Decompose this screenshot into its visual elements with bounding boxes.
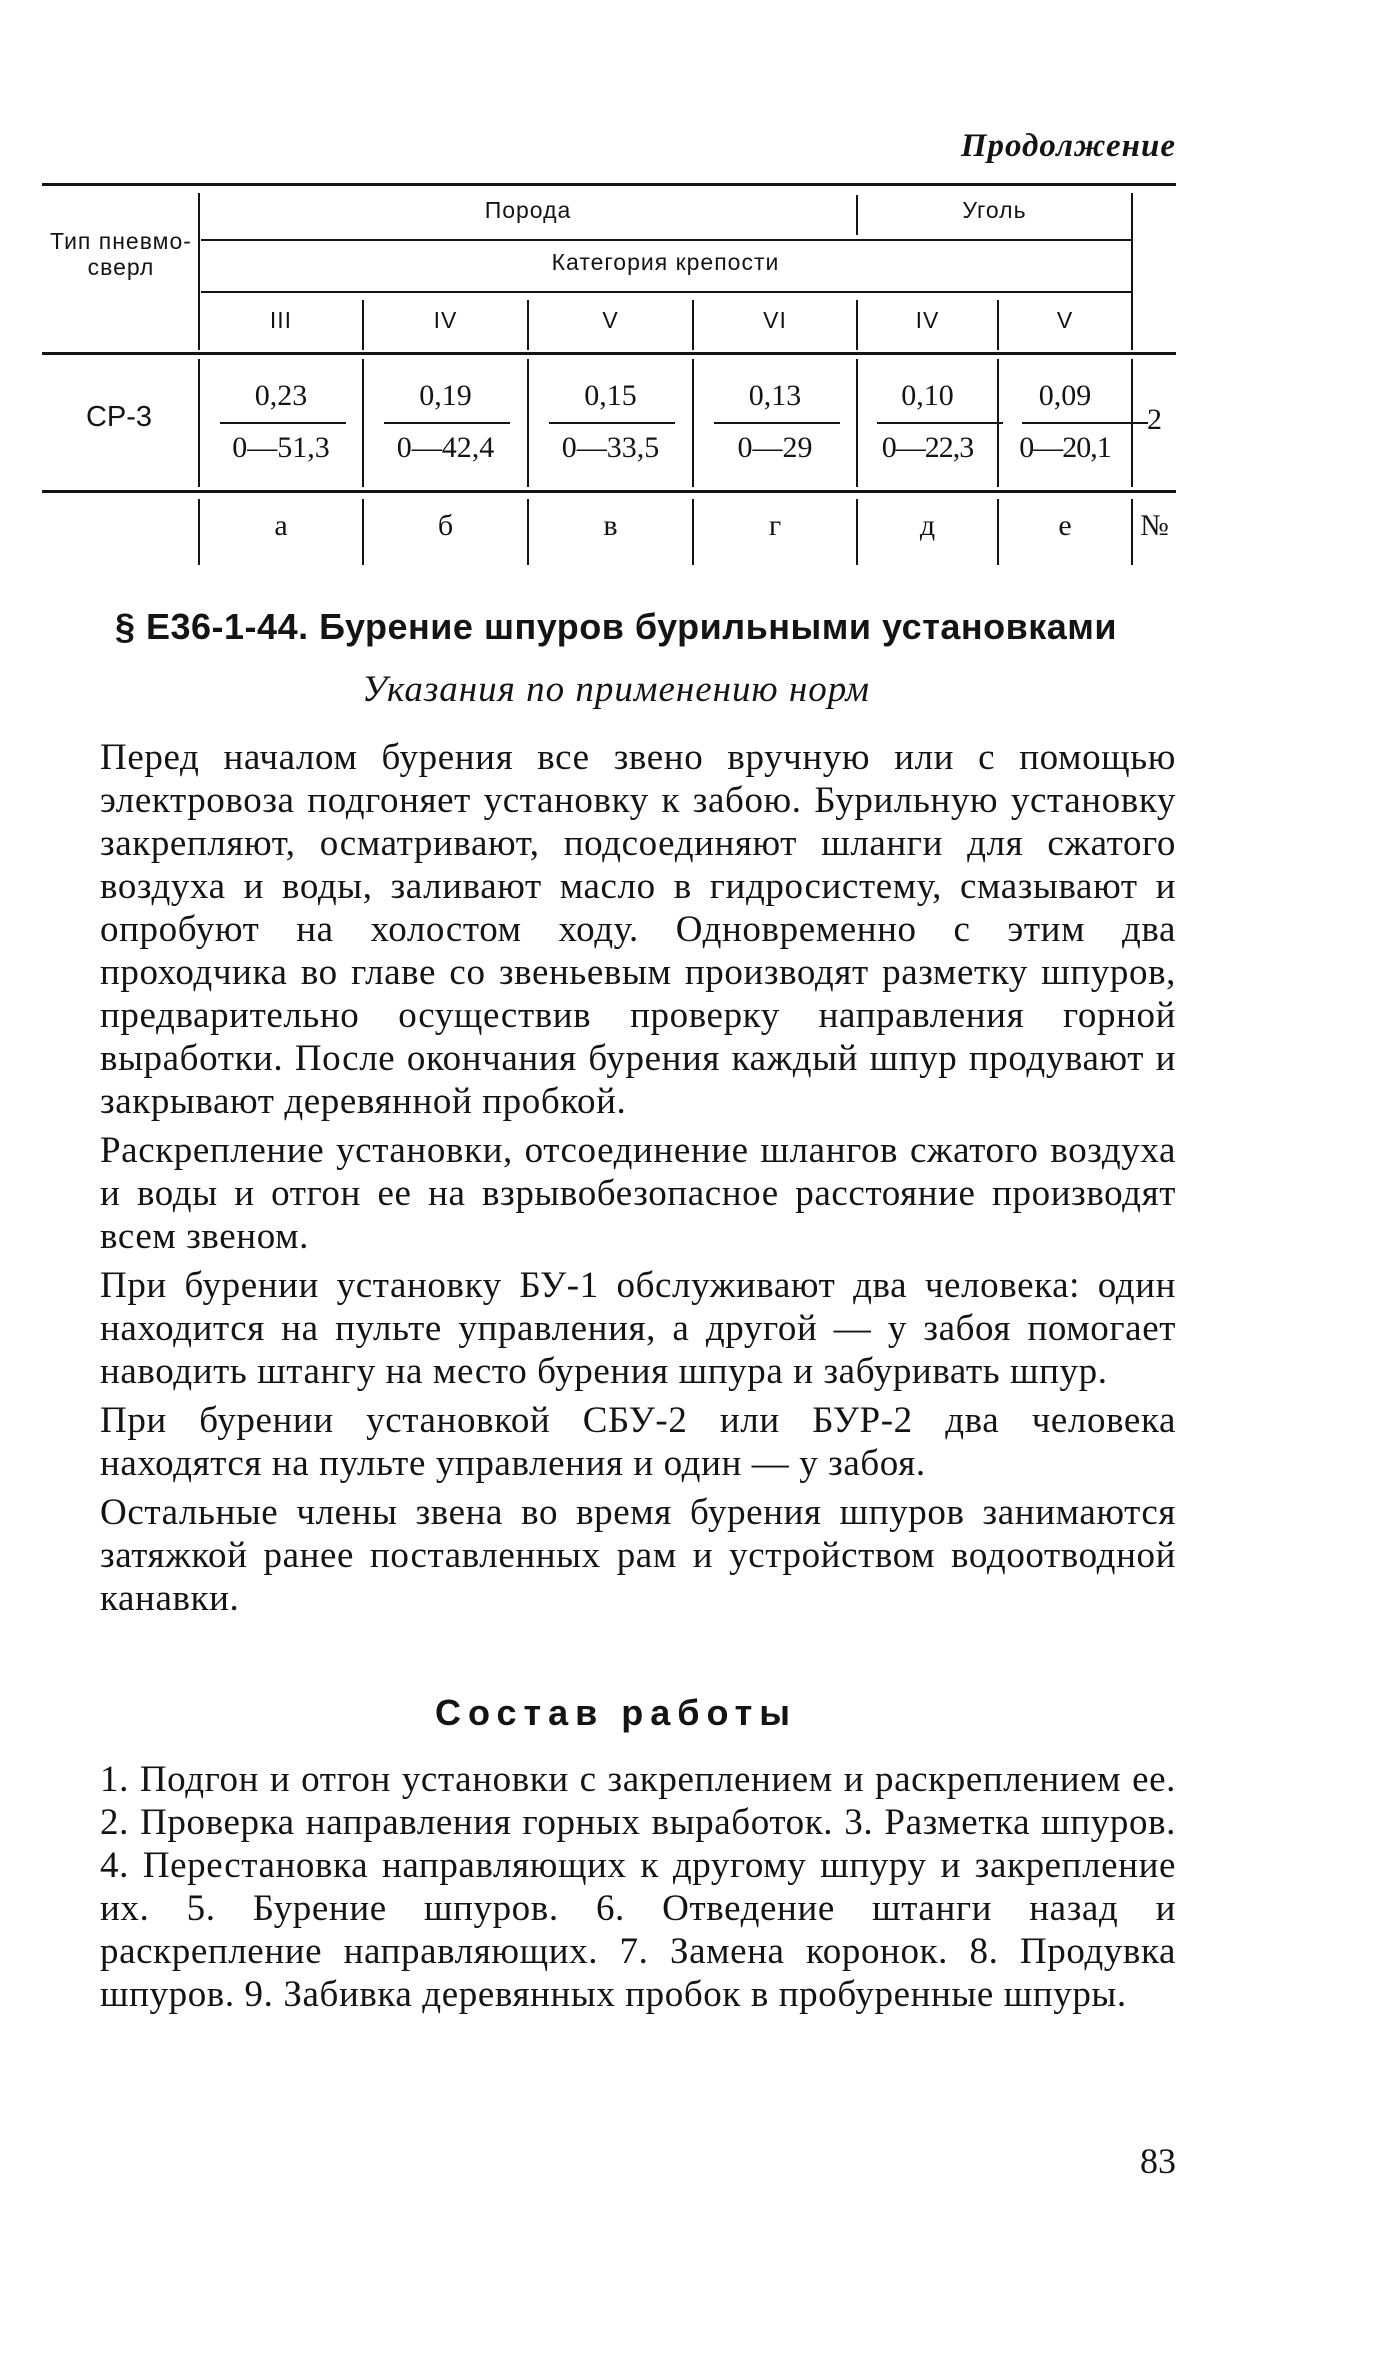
work-composition-title: Состав работы [434,1692,798,1733]
category-col-1: III [269,307,293,333]
value-top: 0,19 [419,379,472,412]
section-title: § Е36-1-44. Бурение шпуров бурильными установками [114,606,1118,647]
work-composition-text: 1. Подгон и отгон установки с закреплением и раскреплением ее. 2. Проверка направления горных выработок. 3. Разметка шпуров. 4. Перестановка направляющих к другому шпуру и закрепление их. 5. Бурение шпуров. 6. Отведение штанги назад и раскрепление направляющих. 7. Замена коронок. 8. Продувка шпуров. 9. Забивка деревянных пробок в пробуренные шпуры. [100,1759,1176,2015]
paragraph: Раскрепление установки, отсоединение шлангов сжатого воздуха и воды и отгон ее на взрывобезопасное расстояние производят всем звеном. [100,1130,1176,1257]
value-bottom: 0—51,3 [232,431,330,464]
type-header: Тип пневмо-сверл [50,228,192,280]
category-col-2: IV [433,307,458,333]
paragraph: При бурении установку БУ-1 обслуживают два человека: один находится на пульте управления, а другой — у забоя помогает наводить штангу на место бурения шпура и забуривать шпур. [100,1265,1176,1392]
column-letter: а [274,509,288,542]
row-name: СР-3 [85,401,153,433]
category-header: Категория крепости [551,249,780,275]
value-top: 0,15 [584,379,637,412]
footer-number-sign: № [1140,509,1169,542]
value-top: 0,09 [1038,379,1092,412]
column-letter: б [437,509,454,542]
category-col-4: VI [763,307,787,333]
value-bottom: 0—20,1 [1019,431,1111,464]
continued-label: Продолжение [960,128,1176,164]
value-bottom: 0—33,5 [561,431,660,464]
section-subtitle: Указания по применению норм [362,669,870,710]
value-top: 0,10 [901,379,954,412]
column-letter: в [603,509,618,542]
rock-group-header: Порода [484,197,572,223]
category-col-3: V [602,307,619,333]
column-letter: г [768,509,782,542]
coal-group-header: Уголь [962,197,1027,223]
value-top: 0,23 [254,379,308,412]
category-col-5: IV [915,307,940,333]
value-bottom: 0—29 [737,431,813,464]
value-bottom: 0—22,3 [881,431,974,464]
column-letter: д [919,509,936,542]
row-number: 2 [1147,403,1162,436]
value-top: 0,13 [748,379,802,412]
column-letter: е [1058,509,1072,542]
paragraph: Перед началом бурения все звено вручную или с помощью электровоза подгоняет установку к забою. Бурильную установку закрепляют, осматривают, подсоединяют шланги для сжатого воздуха и воды, заливают масло в гидросистему, смазывают и опробуют на холостом ходу. Одновременно с этим два проходчика во главе со звеньевым производят разметку шпуров, предварительно осуществив проверку направления горной выработки. После окончания бурения каждый шпур продувают и закрывают деревянной пробкой. [100,737,1176,1122]
paragraph: При бурении установкой СБУ-2 или БУР-2 два человека находятся на пульте управления и один — у забоя. [100,1400,1176,1484]
instructions-text [100,736,1176,1626]
category-col-6: V [1056,307,1074,333]
page-number: 83 [1140,2141,1176,2181]
norms-table [42,183,1176,568]
paragraph: Остальные члены звена во время бурения шпуров занимаются затяжкой ранее поставленных рам и устройством водоотводной канавки. [100,1492,1176,1619]
value-bottom: 0—42,4 [396,431,495,464]
